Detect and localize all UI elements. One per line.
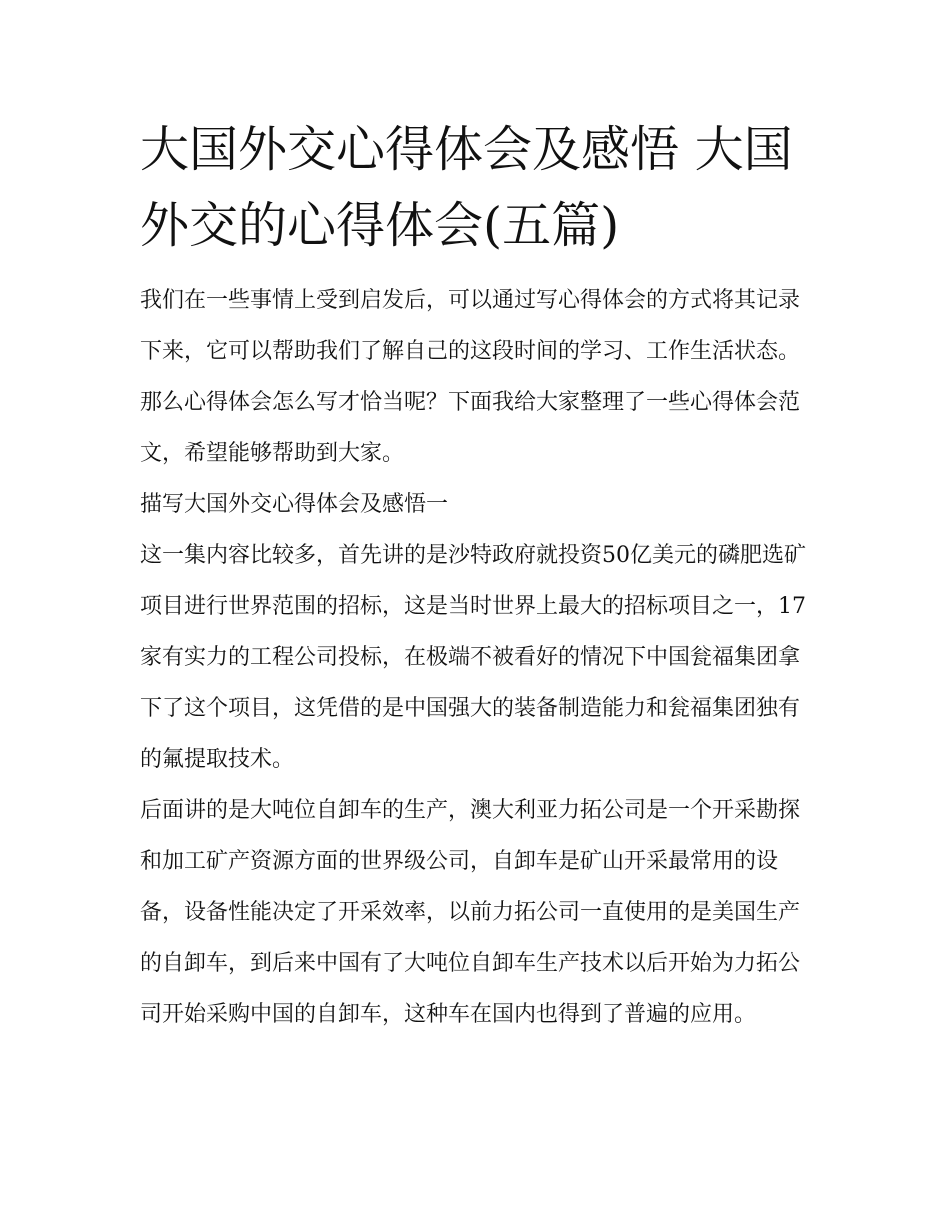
- intro-paragraph: 我们在一些事情上受到启发后，可以通过写心得体会的方式将其记录下来，它可以帮助我们了解自己的这段时间的学习、工作生活状态。那么心得体会怎么写才恰当呢？下面我给大家整理了一些心得体会范文，希望能够帮助到大家。: [140, 288, 801, 466]
- body-paragraph-1: 这一集内容比较多，首先讲的是沙特政府就投资50亿美元的磷肥选矿项目进行世界范围的招标，这是当时世界上最大的招标项目之一，17家有实力的工程公司投标，在极端不被看好的情况下中国瓮福集团拿下了这个项目，这凭借的是中国强大的装备制造能力和瓮福集团独有的氟提取技术。: [140, 543, 806, 772]
- section-heading: 描写大国外交心得体会及感悟一: [140, 492, 449, 517]
- document-title: 大国外交心得体会及感悟 大国外交的心得体会(五篇): [140, 121, 793, 254]
- body-paragraph-2: 后面讲的是大吨位自卸车的生产，澳大利亚力拓公司是一个开采勘探和加工矿产资源方面的世界级公司，自卸车是矿山开采最常用的设备，设备性能决定了开采效率，以前力拓公司一直使用的是美国生产的自卸车，到后来中国有了大吨位自卸车生产技术以后开始为力拓公司开始采购中国的自卸车，这种车在国内也得到了普遍的应用。: [140, 798, 801, 1027]
